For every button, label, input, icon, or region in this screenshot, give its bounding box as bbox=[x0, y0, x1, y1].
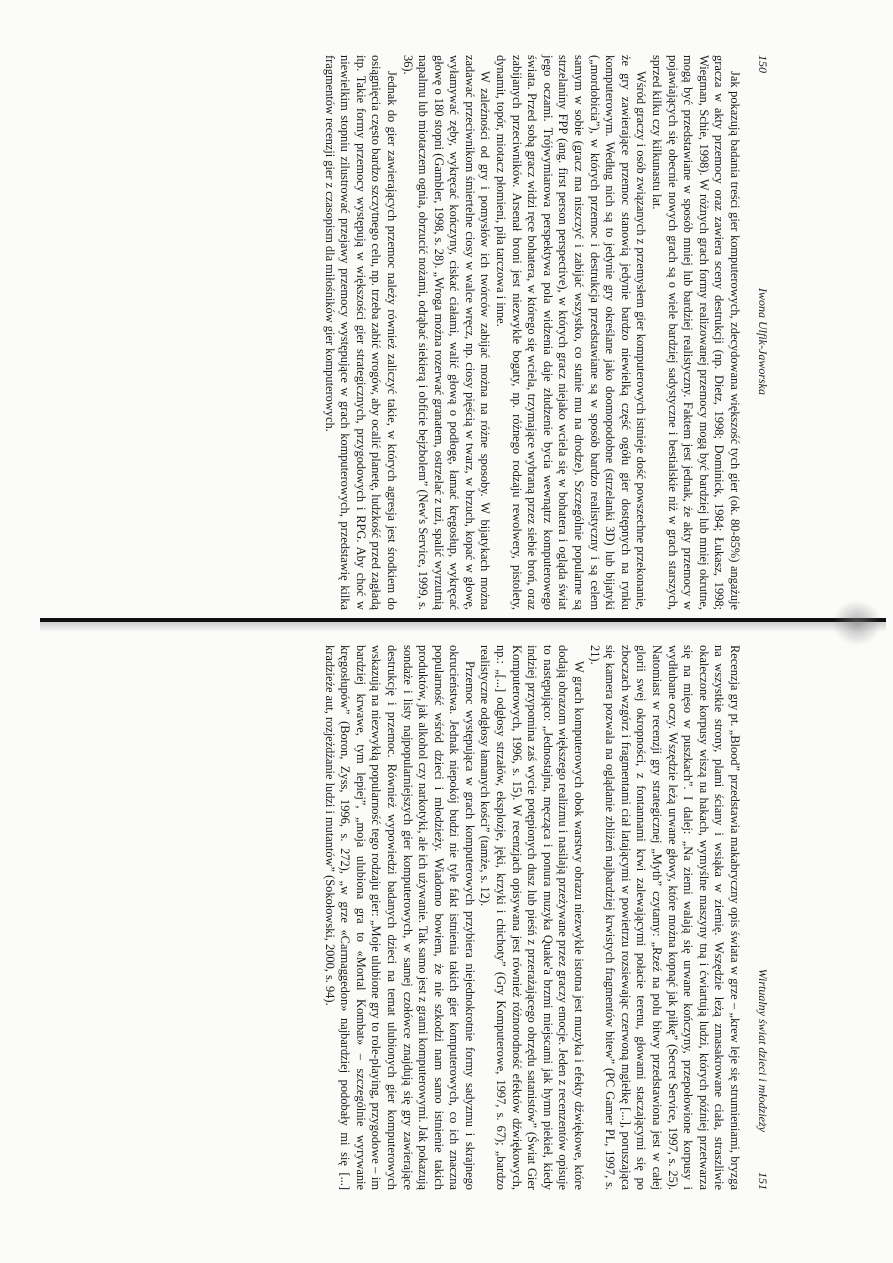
paragraph: Jak pokazują badania treści gier komputerowych, zdecydowana większość tych gier (ok. 80-85%) angażuje gracza w akty przemocy oraz zawiera sceny destrukcji (np. Dietz, 1998; Dominick, 1984; Łukasz, 1998; Wiegman, Schie, 1998). W różnych grach formy realizowanej przemocy mogą być bardziej lub mniej okrutne, mogą być przedstawiane w sposób mniej lub bardziej realistyczny. Faktem jest jednak, że akty przemocy w pojawiających się obecnie nowych grach są o wiele bardziej sadystyczne i bestialskie niż w grach starszych, sprzed kilku czy kilkunastu lat. bbox=[650, 55, 742, 610]
right-page-body bbox=[321, 645, 742, 1190]
left-page bbox=[70, 55, 770, 610]
left-page-header bbox=[752, 55, 770, 610]
gutter-shadow bbox=[40, 622, 886, 632]
paragraph: Wśród graczy i osób związanych z przemysłem gier komputerowych istnieje dość powszechne przekonanie, że gry zawierające przemoc stanowią jedynie bardzo niewielką część ogółu gier dostępnych na rynku komputerowym. Według nich są to jedynie gry określane jako doomopodobne (strzelanki 3D) lub bijatyki („mordobicia”), w których przemoc i destrukcja przedstawiane są w sposób bardzo realistyczny i są celem samym w sobie (gracz ma niszczyć i zabijać wszystko, co stanie mu na drodze). Szczególnie popularne są strzelaniny FPP (ang. first person perspective), w których gracz niejako wciela się w bohatera i ogląda świat jego oczami. Trójwymiarowa perspektywa pola widzenia daje złudzenie bycia wewnątrz komputerowego świata. Przed sobą gracz widzi ręce bohatera, w którego się wciela, trzymające wybraną przez siebie broń, oraz zabijanych przeciwników. Arsenał broni jest niezwykle bogaty, np. różnego rodzaju rewolwery, pistolety, dynamit, topór, miotacz płomieni, piła tarczowa i inne. bbox=[494, 55, 649, 610]
paragraph: W grach komputerowych obok warstwy obrazu niezwykle istotna jest muzyka i efekty dźwiękowe, które dodają obrazom większego realizmu i nasilają przeżywane przez graczy emocje. Jeden z recenzentów opisuje to następująco: „Jednostajna, męcząca i ponura muzyka Quake'a brzmi miejscami jak hymn piekieł, kiedy indziej przypomina zaś wycie potępionych dusz lub pieśń z przerażającego obrzędu satanistów” (Świat Gier Komputerowych, 1996, s. 15). W recenzjach opisywana jest również różnorodność efektów dźwiękowych, np.: „[...] odgłosy strzałów, eksplozje, jęki, krzyki i chichoty” (Gry Komputerowe, 1997, s. 67); „bardzo realistyczne odgłosy łamanych kości” (tamże, s. 12). bbox=[478, 645, 587, 1190]
right-page-header bbox=[752, 645, 770, 1190]
left-page-number: 150 bbox=[756, 55, 770, 73]
left-page-body bbox=[321, 55, 742, 610]
right-running-head: Wirtualny świat dzieci i młodzieży bbox=[756, 968, 770, 1132]
left-running-head: Iwona Ulfik-Jaworska bbox=[756, 288, 770, 395]
right-page bbox=[70, 645, 770, 1190]
paragraph: W zależności od gry i pomysłów ich twórców zabijać można na różne sposoby. W bijatykach można zadawać przeciwnikom śmiertelne ciosy w walce wręcz, np. ciosy pięścią w twarz, w brzuch, kopać w głowę, wyłamywać zęby, wykręcać kończyny, ciskać ciałami, walić głową o podłogę, łamać kręgosłup, wykręcać głowę o 180 stopni (Gambler, 1998, s. 28). „Wroga można rozerwać granatem, ostrzelać z uzi, spalić wyrzutnią napalmu lub miotaczem ognia, obrzucić nożami, odrąbać siekierą i obficie bejzbolem” (New's Service, 1999, s. 36). bbox=[400, 55, 493, 610]
paragraph: Jednak do gier zawierających przemoc należy również zaliczyć takie, w których agresja jest środkiem do osiągnięcia często bardzo szczytnego celu, np. trzeba zabić wrogów, aby ocalić planetę, ludzkość przed zagładą itp. Takie formy przemocy występują w większości gier strategicznych, przygodowych i RPG. Aby choć w niewielkim stopniu zilustrować przejawy przemocy występujące w grach komputerowych, przedstawię kilka fragmentów recenzji gier z czasopism dla miłośników gier komputerowych. bbox=[322, 55, 399, 610]
paragraph: Recenzja gry pt. „Blood” przedstawia makabryczny opis świata w grze – „krew leje się strumieniami, bryzga na wszystkie strony, plami ściany i wsiąka w ziemię. Wszędzie leżą zmasakrowane ciała, straszliwie okaleczone korpusy wiszą na hakach, wymyślne maszyny tną i ćwiartują ludzi, których później przetwarza się na mięso w puszkach”. I dalej: „Na ziemi walają się urwane kończyny, przepołowione korpusy i wydłubane oczy. Wszędzie leżą urwane głowy, które można kopnąć jak piłkę” (Secret Service, 1997, s. 25). Natomiast w recenzji gry strategicznej „Myth” czytamy: „Rzeź na polu bitwy przedstawiona jest w całej glorii swej okropności, z fontannami krwi zalewającymi połacie terenu, głowami staczającymi się po zboczach wzgórz i fragmentami ciał latającymi w powietrzu rozsiewając czerwoną mgiełkę [...], poruszająca się kamera pozwala na oglądanie zbliżeń najbardziej krwistych fragmentów bitew” (PC Gamer PL, 1997, s. 21). bbox=[587, 645, 742, 1190]
paragraph: Przemoc występująca w grach komputerowych przybiera niejednokrotnie formy sadyzmu i skrajnego okrucieństwa. Jednak niepokój budzi nie tyle fakt istnienia takich gier komputerowych, co ich znaczna popularność wśród dzieci i młodzieży. Wiadomo bowiem, że nie szkodzi nam samo istnienie takich produktów, jak alkohol czy narkotyki, ale ich używanie. Tak samo jest z grami komputerowymi. Jak pokazują sondaże i listy najpopularniejszych gier komputerowych, w samej czołówce znajdują się gry zawierające destrukcję i przemoc. Również wypowiedzi badanych dzieci na temat ulubionych gier komputerowych wskazują na niezwykłą popularność tego rodzaju gier: „Moje ulubione gry to role-playing, przygodowe – im bardziej krwawe, tym lepiej”, „moja ulubiona gra to «Mortal Kombat» – szczególnie wyrywanie kręgosłupów” (Boron, Zyss, 1996, s. 272), „w grze «Carmaggedon» najbardziej podobały mi się [...] kradzieże aut, rozjeżdżanie ludzi i mutantów” (Sokołowski, 2000, s. 94). bbox=[322, 645, 477, 1190]
scan-smudge bbox=[832, 600, 882, 646]
right-page-number: 151 bbox=[756, 1172, 770, 1190]
